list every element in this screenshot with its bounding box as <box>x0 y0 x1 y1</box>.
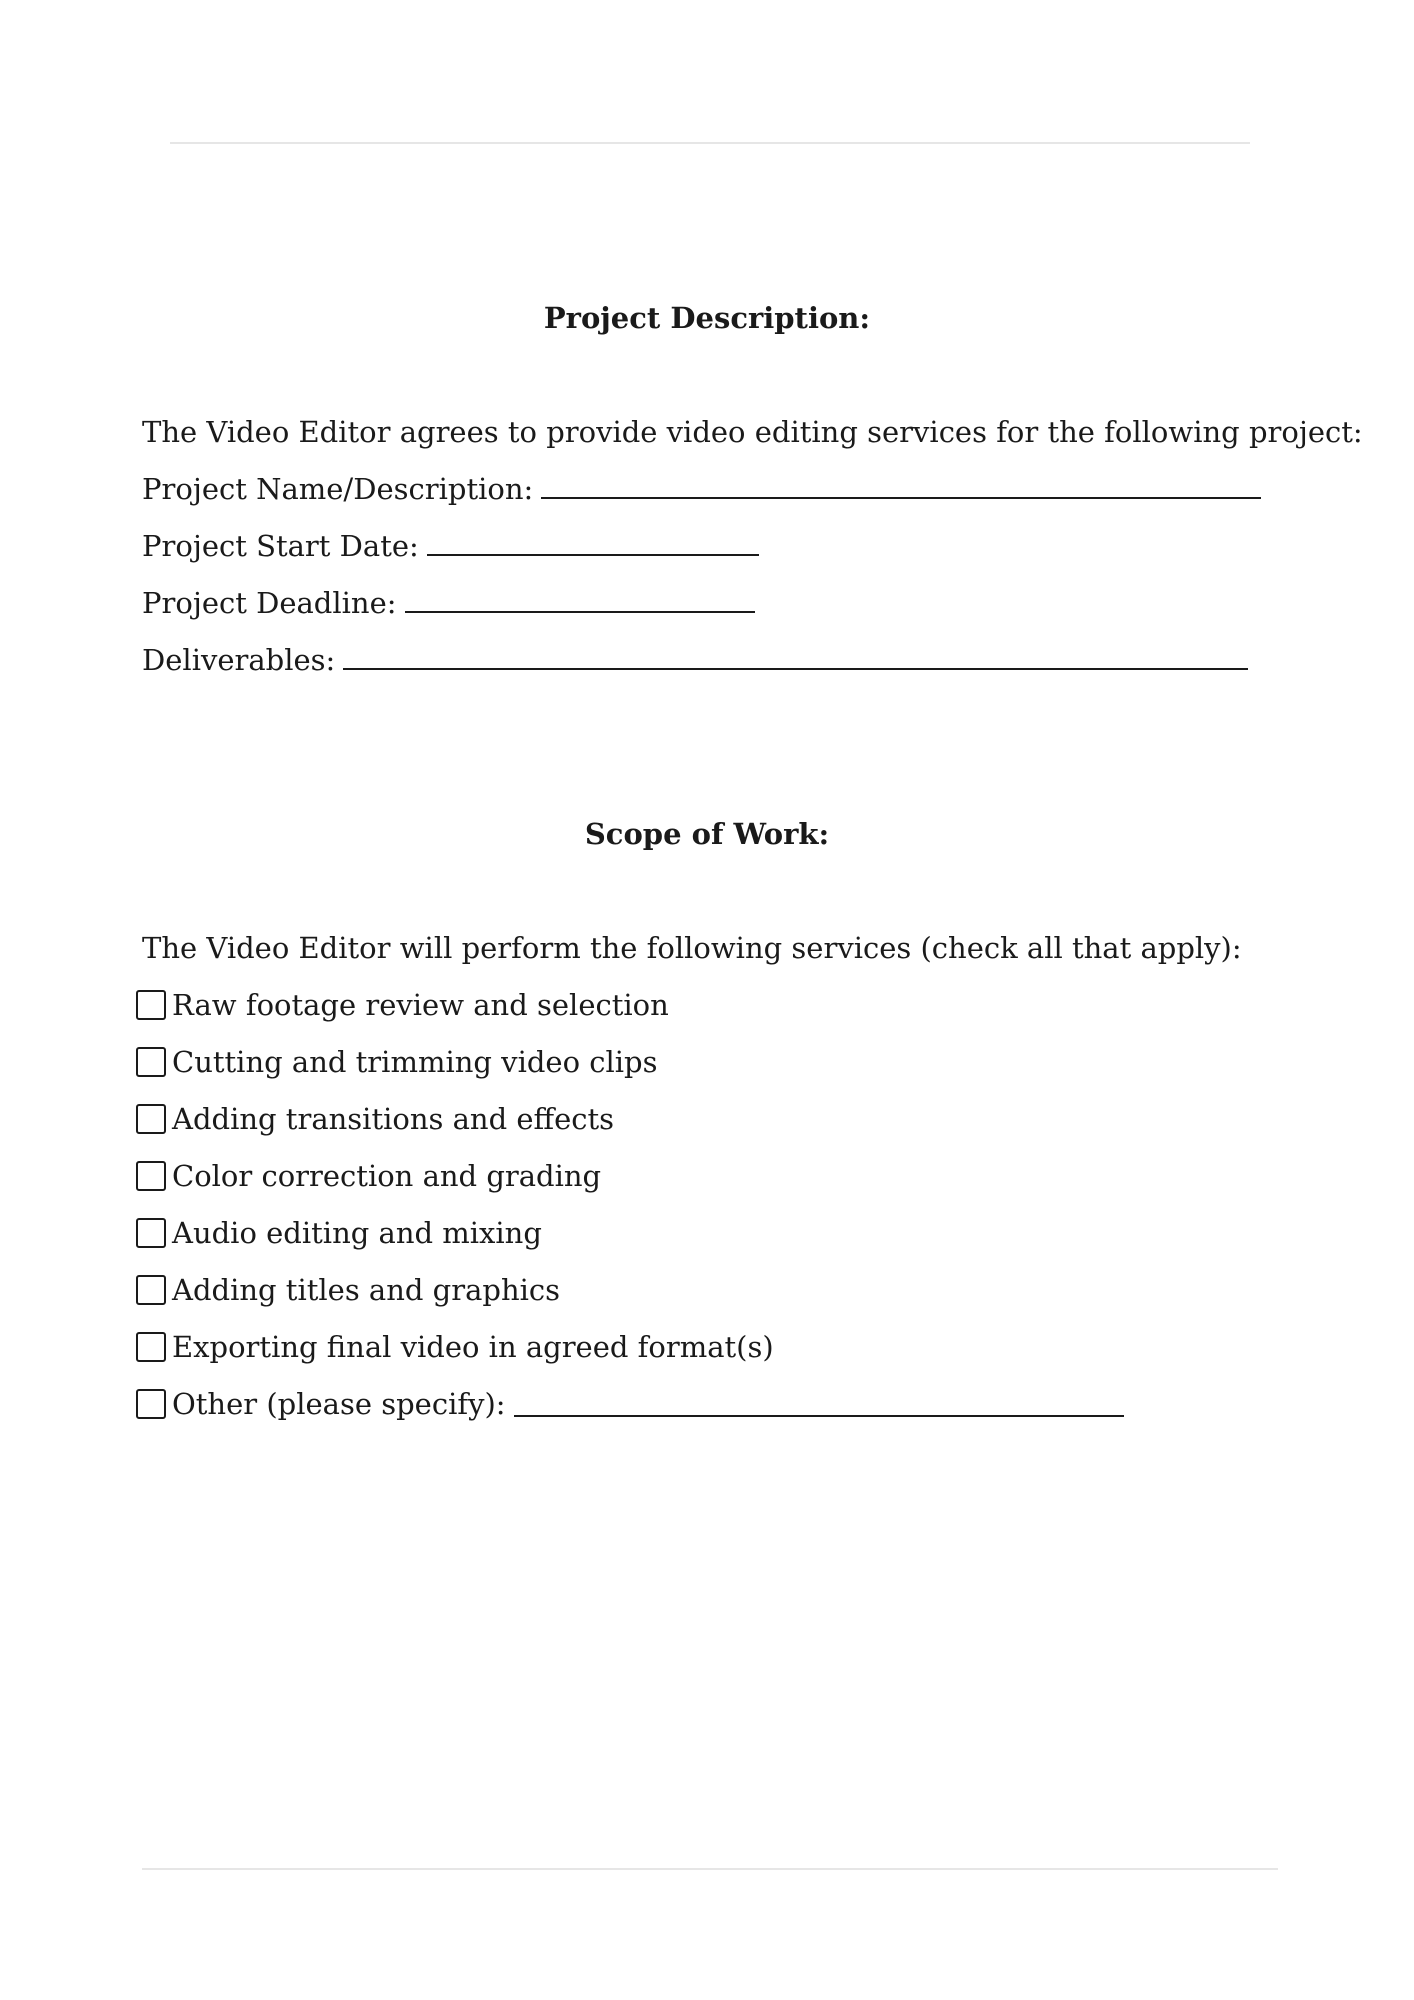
project-name-blank[interactable] <box>541 473 1261 499</box>
service-exporting <box>136 1329 774 1365</box>
project-name-field <box>142 471 1261 507</box>
scope-of-work-intro: The Video Editor will perform the following services (check all that apply): <box>142 931 1242 965</box>
project-deadline-field <box>142 585 755 621</box>
bottom-divider <box>142 1868 1278 1870</box>
project-start-date-label: Project Start Date: <box>142 529 419 563</box>
project-description-heading: Project Description: <box>543 301 871 335</box>
checkbox[interactable] <box>136 1389 166 1419</box>
service-label: Cutting and trimming video clips <box>172 1045 658 1079</box>
service-cutting-trimming <box>136 1044 657 1080</box>
deliverables-field <box>142 642 1248 678</box>
project-deadline-label: Project Deadline: <box>142 586 397 620</box>
service-label: Exporting final video in agreed format(s) <box>172 1330 774 1364</box>
service-color-correction <box>136 1158 601 1194</box>
checkbox[interactable] <box>136 1161 166 1191</box>
checkbox[interactable] <box>136 1275 166 1305</box>
checkbox[interactable] <box>136 1104 166 1134</box>
checkbox[interactable] <box>136 1218 166 1248</box>
service-label: Adding titles and graphics <box>172 1273 561 1307</box>
checkbox[interactable] <box>136 1332 166 1362</box>
service-label: Other (please specify): <box>172 1387 506 1421</box>
other-specify-blank[interactable] <box>514 1391 1124 1417</box>
deliverables-blank[interactable] <box>343 644 1248 670</box>
service-label: Audio editing and mixing <box>172 1216 542 1250</box>
project-start-date-blank[interactable] <box>427 530 759 556</box>
checkbox[interactable] <box>136 990 166 1020</box>
checkbox[interactable] <box>136 1047 166 1077</box>
service-transitions-effects <box>136 1101 614 1137</box>
service-label: Adding transitions and effects <box>172 1102 615 1136</box>
service-label: Color correction and grading <box>172 1159 602 1193</box>
deliverables-label: Deliverables: <box>142 643 336 677</box>
project-description-intro: The Video Editor agrees to provide video editing services for the following project: <box>142 415 1363 449</box>
service-audio-editing <box>136 1215 542 1251</box>
project-deadline-blank[interactable] <box>405 587 755 613</box>
service-raw-footage <box>136 987 669 1023</box>
service-label: Raw footage review and selection <box>172 988 669 1022</box>
service-titles-graphics <box>136 1272 560 1308</box>
scope-of-work-heading: Scope of Work: <box>584 817 830 851</box>
top-divider <box>170 142 1250 144</box>
project-start-date-field <box>142 528 759 564</box>
service-other <box>136 1386 1124 1422</box>
project-name-label: Project Name/Description: <box>142 472 534 506</box>
